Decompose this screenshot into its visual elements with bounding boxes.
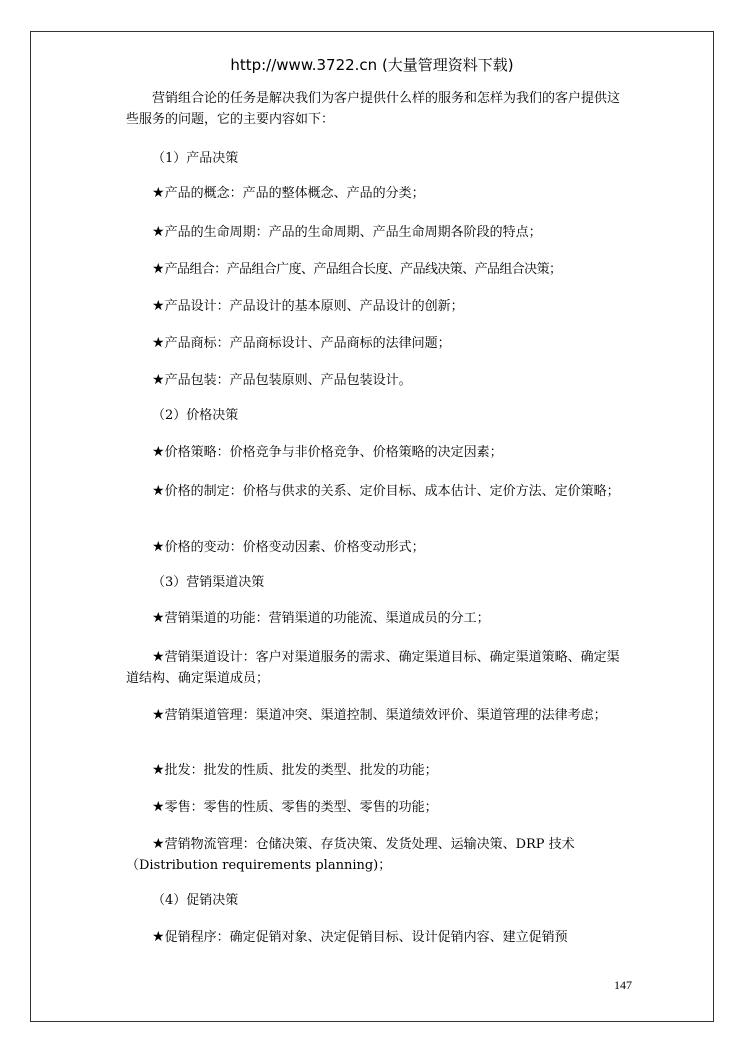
star-icon: ★ [152, 224, 165, 240]
bullet-item: ★批发：批发的性质、批发的类型、批发的功能； [152, 762, 438, 778]
star-icon: ★ [152, 483, 165, 499]
star-icon: ★ [152, 649, 165, 665]
star-icon: ★ [152, 335, 165, 351]
section-heading-channel: （3）营销渠道决策 [152, 575, 265, 590]
star-icon: ★ [152, 799, 165, 815]
bullet-item: ★营销渠道的功能：营销渠道的功能流、渠道成员的分工； [152, 610, 490, 626]
star-icon: ★ [152, 762, 165, 778]
star-icon: ★ [152, 707, 165, 723]
star-icon: ★ [152, 610, 165, 626]
bullet-item: ★产品的概念：产品的整体概念、产品的分类； [152, 185, 425, 201]
bullet-item: ★产品组合：产品组合广度、产品组合长度、产品线决策、产品组合决策； [152, 261, 562, 277]
star-icon: ★ [152, 836, 165, 852]
bullet-item: ★营销渠道设计：客户对渠道服务的需求、确定渠道目标、确定渠道策略、确定渠道结构、确定渠道成员； [126, 649, 620, 686]
bullet-item: ★价格的制定：价格与供求的关系、定价目标、成本估计、定价方法、定价策略； [152, 483, 620, 499]
header-url-line: http://www.3722.cn (大量管理资料下载) [230, 56, 514, 74]
bullet-item: ★零售：零售的性质、零售的类型、零售的功能； [152, 799, 438, 815]
star-icon: ★ [152, 298, 165, 314]
bullet-item: ★产品商标：产品商标设计、产品商标的法律问题； [152, 335, 451, 351]
bullet-item: ★产品的生命周期：产品的生命周期、产品生命周期各阶段的特点； [152, 224, 542, 240]
star-icon: ★ [152, 372, 165, 388]
star-icon: ★ [152, 539, 165, 555]
bullet-item: ★价格的变动：价格变动因素、价格变动形式； [152, 539, 425, 555]
section-heading-product: （1）产品决策 [152, 151, 239, 166]
star-icon: ★ [152, 444, 165, 460]
bullet-item: ★产品设计：产品设计的基本原则、产品设计的创新； [152, 298, 464, 314]
page-number: 147 [614, 978, 632, 992]
bullet-item: ★营销渠道管理：渠道冲突、渠道控制、渠道绩效评价、渠道管理的法律考虑； [152, 707, 607, 723]
section-heading-price: （2）价格决策 [152, 408, 239, 423]
section-heading-promotion: （4）促销决策 [152, 893, 239, 908]
star-icon: ★ [152, 185, 165, 201]
bullet-item: ★促销程序：确定促销对象、决定促销目标、设计促销内容、建立促销预 [152, 929, 568, 945]
star-icon: ★ [152, 929, 165, 945]
star-icon: ★ [152, 261, 165, 277]
intro-paragraph: 营销组合论的任务是解决我们为客户提供什么样的服务和怎样为我们的客户提供这些服务的问题，它的主要内容如下： [126, 91, 621, 127]
bullet-item: ★营销物流管理：仓储决策、存货决策、发货处理、运输决策、DRP 技术（Distribution requirements planning)； [126, 836, 575, 873]
bullet-item: ★价格策略：价格竞争与非价格竞争、价格策略的决定因素； [152, 444, 503, 460]
bullet-item: ★产品包装：产品包装原则、产品包装设计。 [152, 372, 412, 388]
